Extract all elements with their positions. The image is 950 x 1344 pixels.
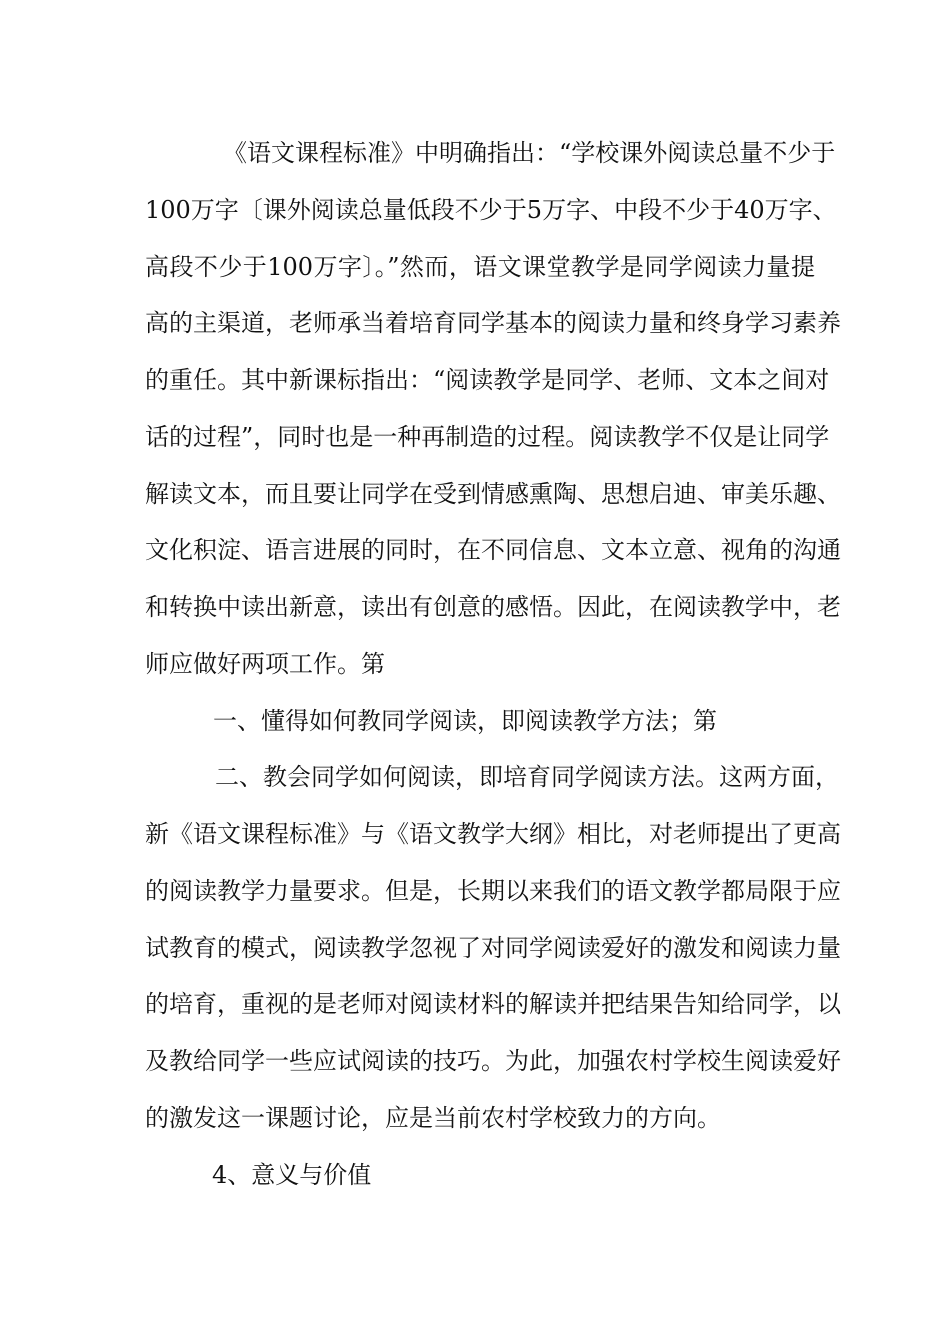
text-line: 100万字〔课外阅读总量低段不少于5万字、中段不少于40万字、 (145, 196, 837, 224)
text-line: 《语文课程标准》中明确指出：“学校课外阅读总量不少于 (223, 139, 836, 167)
list-item-1: 一、懂得如何教同学阅读，即阅读教学方法；第 (213, 707, 717, 735)
text-line: 的重任。其中新课标指出：“阅读教学是同学、老师、文本之间对 (145, 366, 830, 394)
text-line: 解读文本，而且要让同学在受到情感熏陶、思想启迪、审美乐趣、 (145, 480, 841, 508)
text-line: 的阅读教学力量要求。但是，长期以来我们的语文教学都局限于应 (145, 877, 841, 905)
text-line: 师应做好两项工作。第 (145, 650, 385, 678)
text-line: 高段不少于100万字〕。”然而，语文课堂教学是同学阅读力量提 (145, 253, 815, 281)
text-line: 话的过程”，同时也是一种再制造的过程。阅读教学不仅是让同学 (145, 423, 830, 451)
section-heading: 4、意义与价值 (212, 1161, 372, 1189)
text-line: 试教育的模式，阅读教学忽视了对同学阅读爱好的激发和阅读力量 (145, 934, 841, 962)
list-item-2: 二、教会同学如何阅读，即培育同学阅读方法。这两方面， (215, 763, 839, 791)
text-line: 高的主渠道，老师承当着培育同学基本的阅读力量和终身学习素养 (145, 309, 841, 337)
text-line: 的培育，重视的是老师对阅读材料的解读并把结果告知给同学，以 (145, 990, 841, 1018)
text-line: 及教给同学一些应试阅读的技巧。为此，加强农村学校生阅读爱好 (145, 1047, 841, 1075)
text-line: 的激发这一课题讨论，应是当前农村学校致力的方向。 (145, 1104, 721, 1132)
text-line: 和转换中读出新意，读出有创意的感悟。因此，在阅读教学中，老 (145, 593, 841, 621)
text-line: 新《语文课程标准》与《语文教学大纲》相比，对老师提出了更高 (145, 820, 841, 848)
text-line: 文化积淀、语言进展的同时，在不同信息、文本立意、视角的沟通 (145, 536, 841, 564)
